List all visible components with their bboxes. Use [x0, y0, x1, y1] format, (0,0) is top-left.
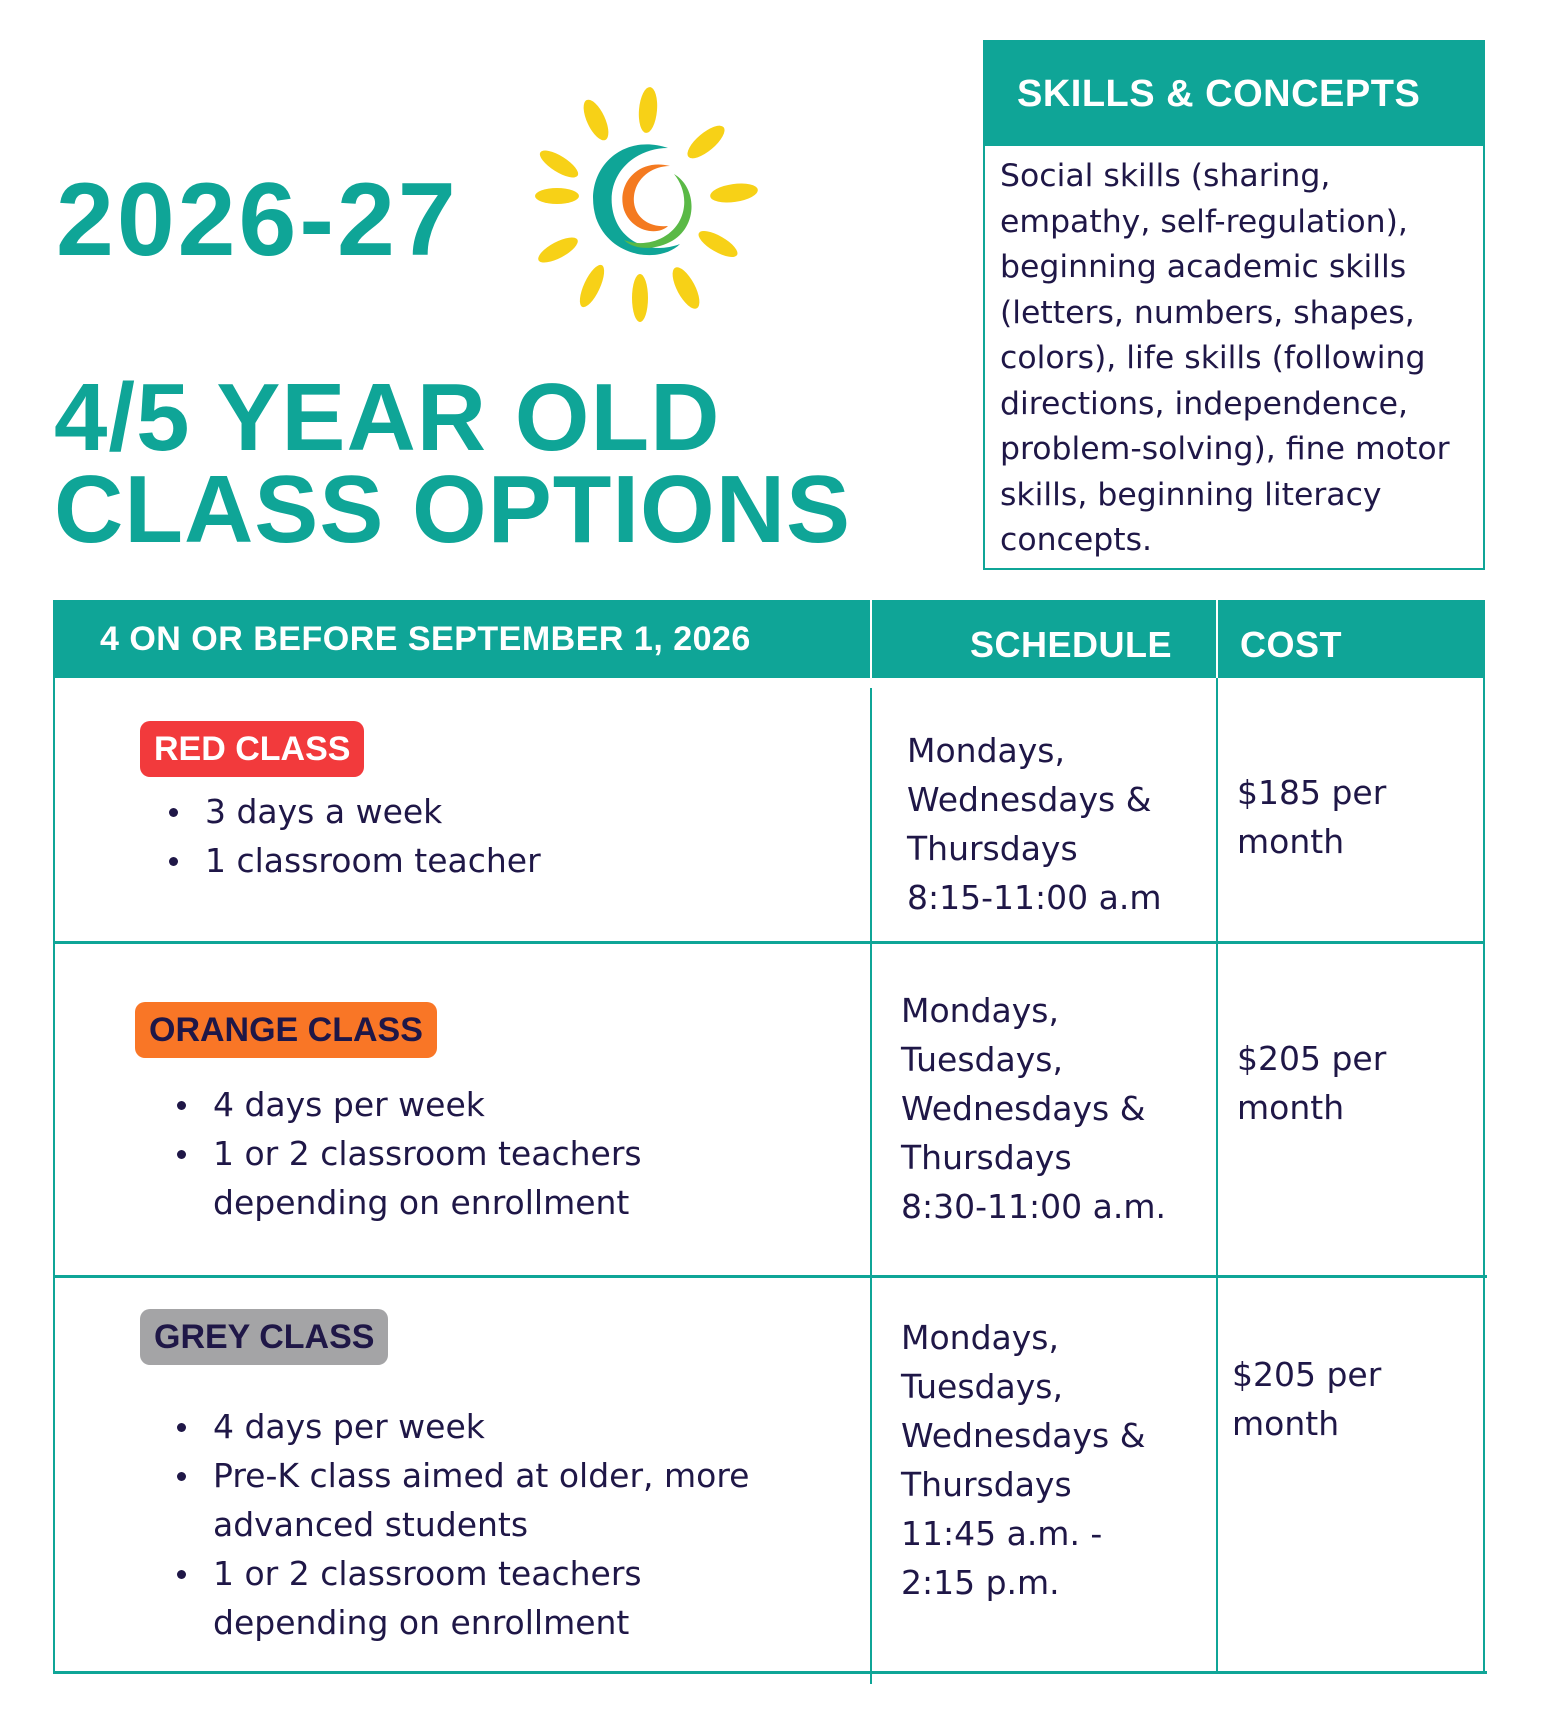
red-class-badge: RED CLASS [140, 721, 364, 777]
title-line-1: 4/5 YEAR OLD [54, 364, 721, 471]
year-heading: 2026-27 [56, 162, 459, 278]
list-item: 3 days a week [163, 787, 541, 836]
list-item: 4 days per week [171, 1402, 811, 1451]
column-divider [1216, 678, 1218, 1674]
title-line-2: CLASS OPTIONS [54, 456, 852, 563]
row-divider [53, 941, 1485, 944]
list-item: 1 or 2 classroom teachers depending on enrollment [171, 1549, 811, 1647]
sun-logo-icon [520, 80, 780, 330]
red-class-schedule: Mondays, Wednesdays & Thursdays 8:15-11:00 a.m [907, 731, 1162, 917]
grey-class-badge: GREY CLASS [140, 1309, 388, 1365]
skills-text: Social skills (sharing, empathy, self-regulation), beginning academic skills (letters, numbers, shapes, colors), life skills (following directions, independence, problem-solving), fine motor skills, beginning literacy concepts. [1000, 158, 1450, 558]
table-border-bottom [53, 1671, 1487, 1674]
page-title [54, 364, 852, 563]
sun-rays [535, 86, 759, 322]
skills-panel [983, 40, 1485, 570]
list-item: 1 or 2 classroom teachers depending on enrollment [171, 1129, 811, 1227]
grey-class-features [171, 1402, 811, 1647]
table-border-left [53, 678, 55, 1674]
list-item: Pre-K class aimed at older, more advanced students [171, 1451, 811, 1549]
red-class-cost: $185 per month [1237, 773, 1387, 861]
schedule-header: SCHEDULE [970, 624, 1173, 665]
header-divider [1216, 600, 1218, 678]
orange-class-badge: ORANGE CLASS [135, 1002, 437, 1058]
orange-class-cost: $205 per month [1237, 1039, 1387, 1127]
eligibility-header: 4 ON OR BEFORE SEPTEMBER 1, 2026 [100, 620, 751, 658]
class-options-table [53, 600, 1485, 1674]
cost-header: COST [1240, 624, 1343, 665]
table-border-right [1483, 678, 1485, 1674]
orange-class-schedule: Mondays, Tuesdays, Wednesdays & Thursdays 8:30-11:00 a.m. [901, 991, 1166, 1226]
list-item: 1 classroom teacher [163, 836, 541, 885]
row-divider [53, 1275, 1487, 1278]
skills-title: SKILLS & CONCEPTS [985, 42, 1483, 146]
table-header [53, 600, 1485, 678]
column-divider [870, 688, 872, 1684]
grey-class-schedule: Mondays, Tuesdays, Wednesdays & Thursdays 11:45 a.m. - 2:15 p.m. [901, 1318, 1146, 1602]
list-item: 4 days per week [171, 1080, 811, 1129]
grey-class-cost: $205 per month [1232, 1355, 1382, 1443]
orange-class-features [171, 1080, 811, 1227]
sun-orange-swirl [622, 165, 670, 232]
red-class-features [163, 787, 541, 885]
header-divider [870, 600, 872, 678]
